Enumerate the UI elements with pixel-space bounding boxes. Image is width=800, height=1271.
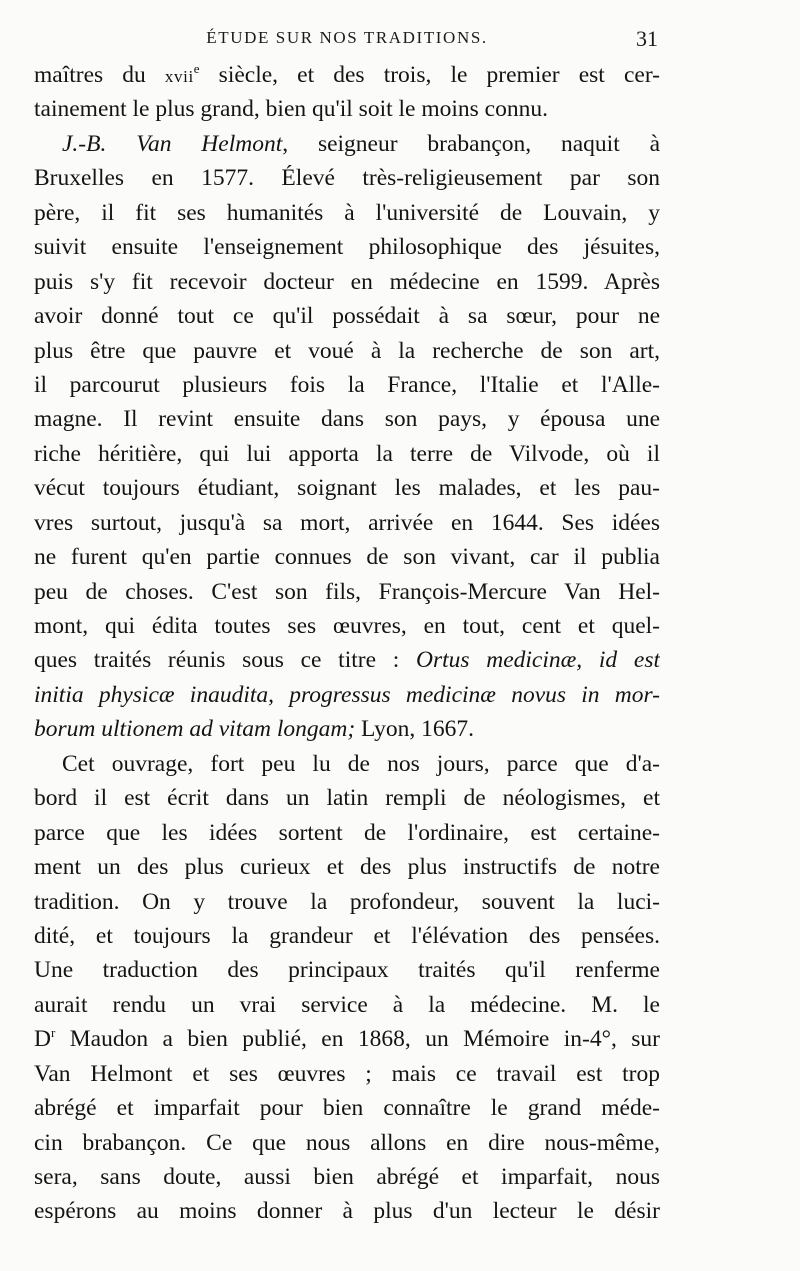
page-number: 31 (636, 26, 658, 51)
text-line: ne furent qu'en partie connues de son vivant, car il publia (34, 544, 660, 571)
text-line: peu de choses. C'est son fils, François-Mercure Van Hel- (34, 578, 660, 605)
text-line: borum ultionem ad vitam longam; Lyon, 1667. (34, 716, 474, 743)
text-line: magne. Il revint ensuite dans son pays, y épousa une (34, 406, 660, 433)
page-header (34, 26, 660, 56)
text-line: il parcourut plusieurs fois la France, l'Italie et l'Alle- (34, 371, 660, 398)
text-line: puis s'y fit recevoir docteur en médecine en 1599. Après (34, 268, 660, 295)
text-line: aurait rendu un vrai service à la médecine. M. le (34, 991, 660, 1018)
text-line: tradition. On y trouve la profondeur, souvent la luci- (34, 888, 660, 915)
text-line: maîtres du xvii$^e$ siècle, et des trois, le premier est cer- (34, 61, 660, 88)
text-line: ment un des plus curieux et des plus instructifs de notre (34, 854, 660, 881)
text-line: parce que les idées sortent de l'ordinaire, est certaine- (34, 819, 660, 846)
text-line: riche héritière, qui lui apporta la terre de Vilvode, où il (34, 440, 660, 467)
text-line: bord il est écrit dans un latin rempli de néologismes, et (34, 785, 660, 812)
text-line: suivit ensuite l'enseignement philosophique des jésuites, (34, 234, 660, 261)
text-line: dité, et toujours la grandeur et l'élévation des pensées. (34, 922, 660, 949)
text-line: sera, sans doute, aussi bien abrégé et imparfait, nous (34, 1164, 660, 1190)
text-line: Cet ouvrage, fort peu lu de nos jours, parce que d'a- (62, 750, 660, 777)
text-line: Van Helmont et ses œuvres ; mais ce travail est trop (34, 1060, 660, 1087)
text-line: père, il fit ses humanités à l'université de Louvain, y (34, 199, 660, 226)
text-line: cin brabançon. Ce que nous allons en dire nous-même, (34, 1129, 660, 1156)
text-line: tainement le plus grand, bien qu'il soit le moins connu. (34, 96, 548, 123)
text-line: vres surtout, jusqu'à sa mort, arrivée en 1644. Ses idées (34, 509, 660, 536)
text-line: vécut toujours étudiant, soignant les malades, et les pau- (34, 475, 660, 502)
body-text (34, 58, 660, 1229)
text-line: initia physicæ inaudita, progressus medicinæ novus in mor- (34, 681, 660, 708)
running-title: ÉTUDE SUR NOS TRADITIONS. (206, 28, 488, 47)
text-line: avoir donné tout ce qu'il possédait à sa sœur, pour ne (34, 303, 660, 330)
text-line: plus être que pauvre et voué à la recherche de son art, (34, 337, 660, 364)
text-line: Une traduction des principaux traités qu'il renferme (34, 957, 660, 984)
text-line: mont, qui édita toutes ses œuvres, en tout, cent et quel- (34, 613, 660, 639)
text-line: J.-B. Van Helmont, seigneur brabançon, naquit à (62, 130, 660, 157)
text-line: Bruxelles en 1577. Élevé très-religieusement par son (34, 165, 660, 192)
text-line: ques traités réunis sous ce titre : Ortus medicinæ, id est (34, 647, 660, 674)
text-line: espérons au moins donner à plus d'un lecteur le désir (34, 1198, 660, 1225)
text-line: $D^r$ Maudon a bien publié, en 1868, un Mémoire in-4°, sur (34, 1025, 660, 1053)
text-line: abrégé et imparfait pour bien connaître le grand méde- (34, 1095, 660, 1122)
